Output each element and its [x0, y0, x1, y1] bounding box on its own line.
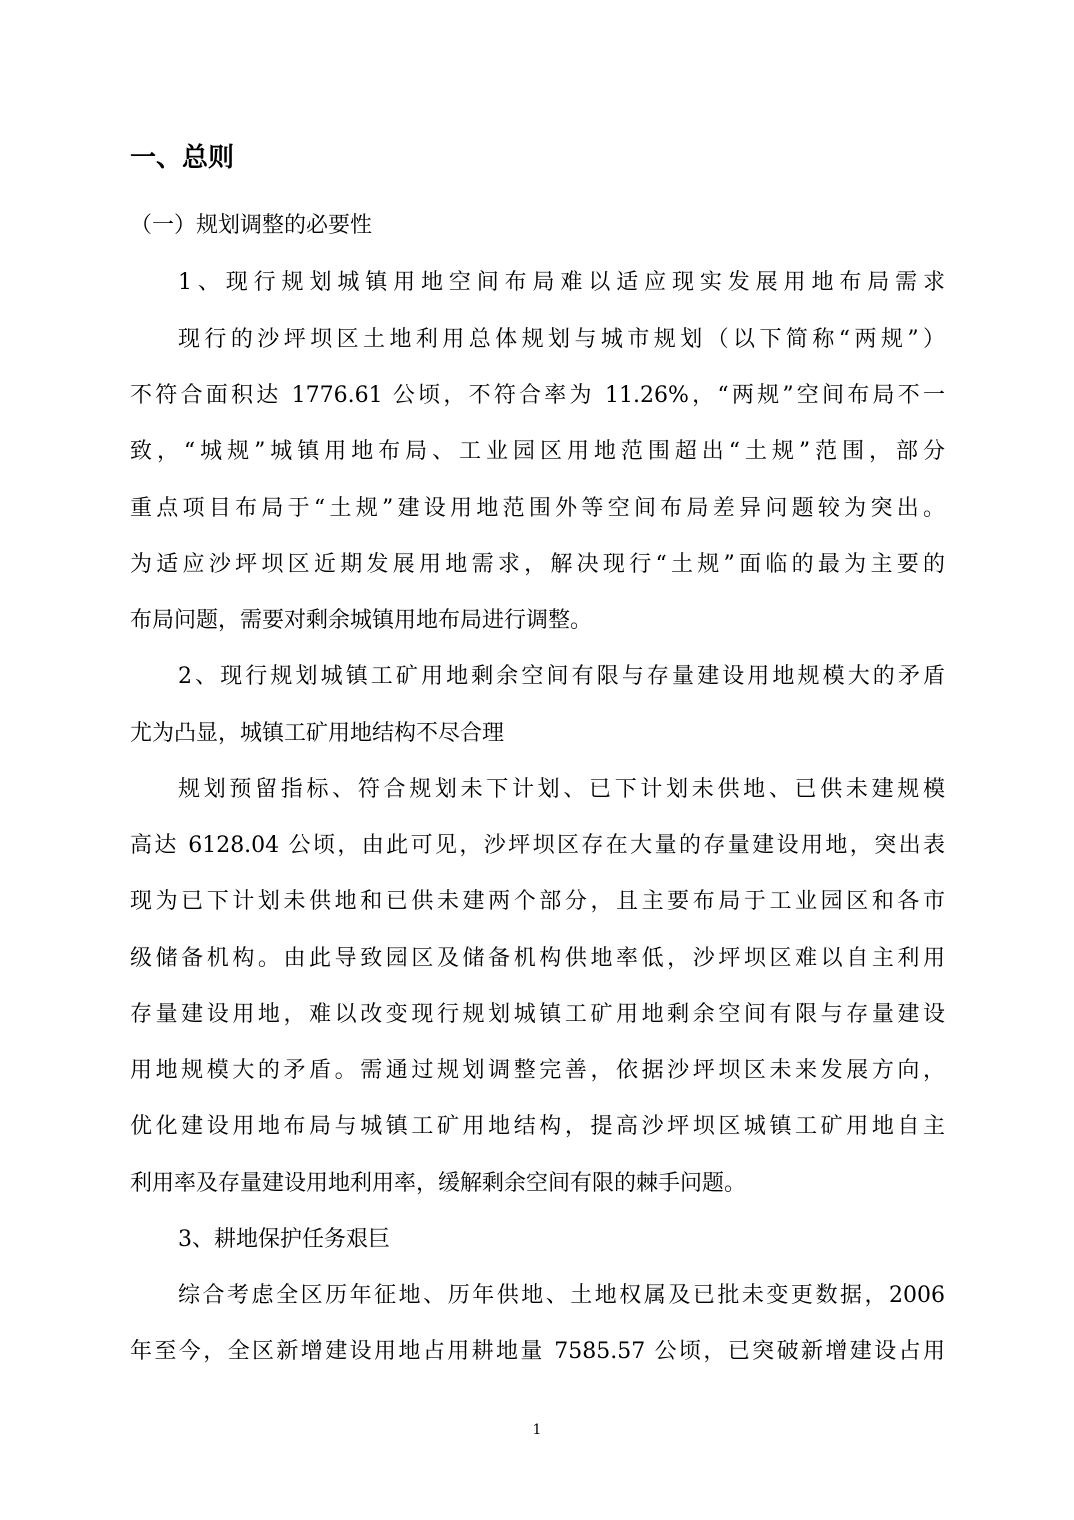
paragraph-line: 综合考虑全区历年征地、历年供地、土地权属及已批未变更数据，2006	[178, 1283, 945, 1308]
section-heading: 一、总则	[130, 143, 235, 173]
item-heading-1: 1、现行规划城镇用地空间布局难以适应现实发展用地布局需求	[178, 270, 945, 295]
paragraph-line: 优化建设用地布局与城镇工矿用地结构，提高沙坪坝区城镇工矿用地自主	[130, 1114, 945, 1139]
paragraph-line: 利用率及存量建设用地利用率，缓解剩余空间有限的棘手问题。	[130, 1171, 747, 1196]
subsection-heading: （一）规划调整的必要性	[130, 213, 373, 238]
item-heading-2-cont: 尤为凸显，城镇工矿用地结构不尽合理	[130, 721, 505, 746]
item-heading-3: 3、耕地保护任务艰巨	[178, 1227, 390, 1252]
paragraph-line: 致，“城规”城镇用地布局、工业园区用地范围超出“土规”范围，部分	[130, 439, 945, 464]
paragraph-line: 高达 6128.04 公顷，由此可见，沙坪坝区存在大量的存量建设用地，突出表	[130, 833, 945, 858]
paragraph-line: 用地规模大的矛盾。需通过规划调整完善，依据沙坪坝区未来发展方向，	[130, 1058, 945, 1083]
paragraph-line: 规划预留指标、符合规划未下计划、已下计划未供地、已供未建规模	[178, 777, 945, 802]
paragraph-line: 现为已下计划未供地和已供未建两个部分，且主要布局于工业园区和各市	[130, 889, 945, 914]
paragraph-line: 年至今，全区新增建设用地占用耕地量 7585.57 公顷，已突破新增建设占用	[130, 1339, 945, 1364]
paragraph-line: 布局问题，需要对剩余城镇用地布局进行调整。	[130, 608, 593, 633]
paragraph-line: 不符合面积达 1776.61 公顷，不符合率为 11.26%，“两规”空间布局不一	[130, 383, 945, 408]
paragraph-line: 现行的沙坪坝区土地利用总体规划与城市规划（以下简称“两规”）	[178, 327, 945, 352]
page-number: 1	[532, 1422, 542, 1438]
paragraph-line: 重点项目布局于“土规”建设用地范围外等空间布局差异问题较为突出。	[130, 496, 945, 521]
paragraph-line: 为适应沙坪坝区近期发展用地需求，解决现行“土规”面临的最为主要的	[130, 552, 945, 577]
paragraph-line: 存量建设用地，难以改变现行规划城镇工矿用地剩余空间有限与存量建设	[130, 1002, 945, 1027]
paragraph-line: 级储备机构。由此导致园区及储备机构供地率低，沙坪坝区难以自主利用	[130, 946, 945, 971]
item-heading-2: 2、现行规划城镇工矿用地剩余空间有限与存量建设用地规模大的矛盾	[178, 664, 945, 689]
